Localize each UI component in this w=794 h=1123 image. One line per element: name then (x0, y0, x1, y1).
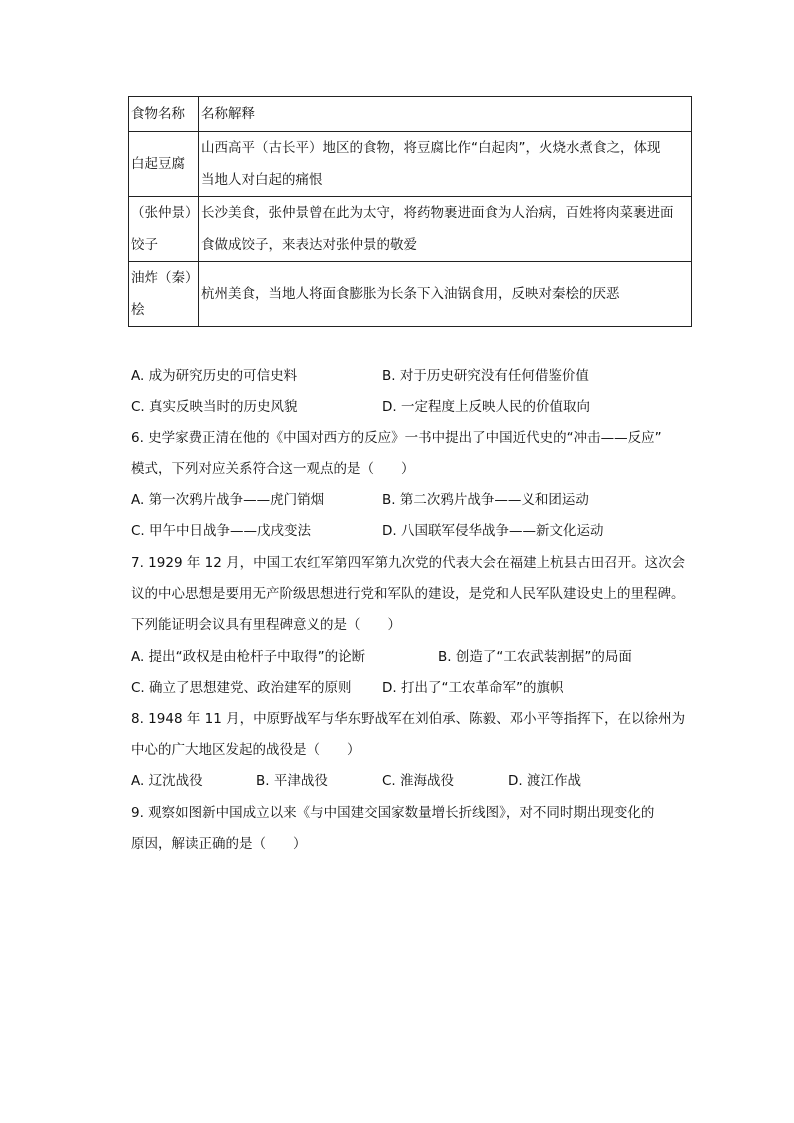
table-header-row (129, 97, 692, 132)
desc-line: 长沙美食，张仲景曾在此为太守，将药物裹进面食为人治病，百姓将肉菜裹进面 (201, 205, 674, 221)
food-desc-cell: 杭州美食，当地人将面食膨胀为长条下入油锅食用，反映对秦桧的厌恶 (199, 262, 692, 327)
q5-option-c[interactable]: C. 真实反映当时的历史风貌 (131, 399, 298, 415)
q6-option-d[interactable]: D. 八国联军侵华战争——新文化运动 (382, 523, 604, 539)
header-cell-name: 食物名称 (129, 97, 199, 132)
desc-line: 食做成饺子，来表达对张仲景的敬爱 (201, 237, 417, 253)
table-row (129, 132, 692, 197)
q5-option-a[interactable]: A. 成为研究历史的可信史料 (131, 368, 298, 384)
q6-option-c[interactable]: C. 甲午中日战争——戊戌变法 (131, 523, 312, 539)
q7-stem-line: 7. 1929 年 12 月，中国工农红军第四军第九次党的代表大会在福建上杭县古田召开。这次会 (131, 555, 686, 571)
q7-option-d[interactable]: D. 打出了“工农革命军”的旗帜 (382, 680, 564, 696)
q7-option-a[interactable]: A. 提出“政权是由枪杆子中取得”的论断 (131, 649, 366, 665)
q8-stem-line: 中心的广大地区发起的战役是（ ） (131, 742, 361, 758)
name-line: 饺子 (131, 237, 158, 253)
table-row (129, 197, 692, 262)
q5-option-d[interactable]: D. 一定程度上反映人民的价值取向 (382, 399, 590, 415)
food-name-cell (129, 262, 199, 327)
food-name-cell (129, 197, 199, 262)
name-line: （张仲景） (131, 205, 199, 221)
name-line: 油炸（秦） (131, 270, 199, 286)
q8-option-a[interactable]: A. 辽沈战役 (131, 773, 203, 789)
q7-stem-line: 议的中心思想是要用无产阶级思想进行党和军队的建设，是党和人民军队建设史上的里程碑。 (131, 586, 685, 602)
q6-option-b[interactable]: B. 第二次鸦片战争——义和团运动 (382, 492, 589, 508)
q9-stem-line: 9. 观察如图新中国成立以来《与中国建交国家数量增长折线图》，对不同时期出现变化的 (131, 805, 655, 821)
q7-stem-line: 下列能证明会议具有里程碑意义的是（ ） (131, 617, 401, 633)
q8-option-c[interactable]: C. 淮海战役 (382, 773, 455, 789)
q7-option-c[interactable]: C. 确立了思想建党、政治建军的原则 (131, 680, 352, 696)
food-desc-cell (199, 197, 692, 262)
q8-stem-line: 8. 1948 年 11 月，中原野战军与华东野战军在刘伯承、陈毅、邓小平等指挥下，在以徐州为 (131, 711, 686, 727)
q6-stem-line: 6. 史学家费正清在他的《中国对西方的反应》一书中提出了中国近代史的“冲击——反应” (131, 430, 662, 446)
name-line: 桧 (131, 302, 145, 318)
q6-option-a[interactable]: A. 第一次鸦片战争——虎门销烟 (131, 492, 325, 508)
q8-option-b[interactable]: B. 平津战役 (256, 773, 328, 789)
desc-line: 当地人对白起的痛恨 (201, 172, 323, 188)
desc-line: 山西高平（古长平）地区的食物，将豆腐比作“白起肉”，火烧水煮食之，体现 (201, 140, 661, 156)
food-desc-cell (199, 132, 692, 197)
food-name-cell: 白起豆腐 (129, 132, 199, 197)
q6-stem-line: 模式，下列对应关系符合这一观点的是（ ） (131, 461, 415, 477)
q5-option-b[interactable]: B. 对于历史研究没有任何借鉴价值 (382, 368, 589, 384)
header-cell-desc: 名称解释 (199, 97, 692, 132)
table-row (129, 262, 692, 327)
q9-stem-line: 原因，解读正确的是（ ） (131, 836, 307, 852)
q7-option-b[interactable]: B. 创造了“工农武装割据”的局面 (438, 649, 632, 665)
food-table (128, 96, 692, 327)
q8-option-d[interactable]: D. 渡江作战 (508, 773, 581, 789)
